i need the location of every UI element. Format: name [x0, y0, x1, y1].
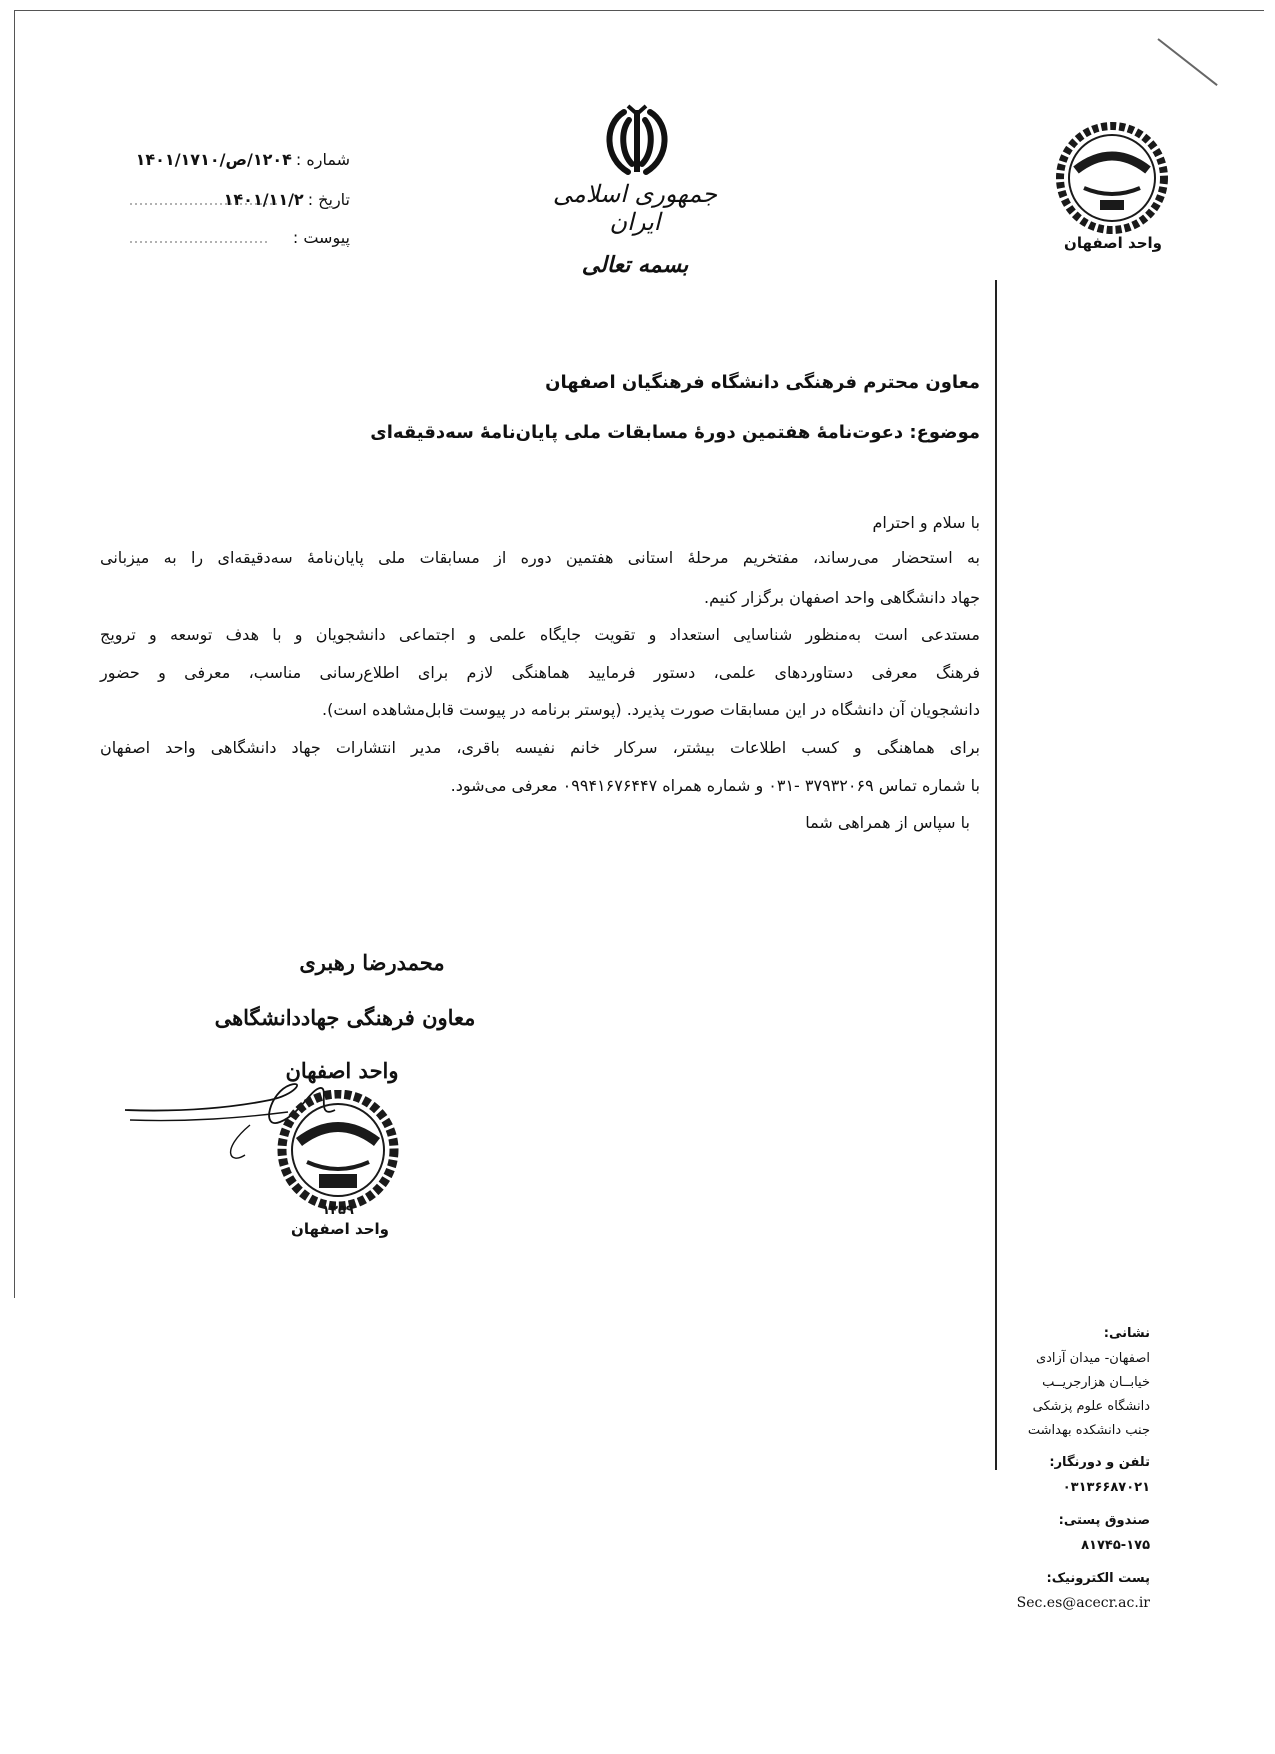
stamp-year: ۱۳۵۹ — [322, 1203, 354, 1218]
letter-number-value: ۱۲۰۴/ص/۱۴۰۱/۱۷۱۰ — [135, 150, 292, 169]
phone-value: ۰۳۱۳۶۶۸۷۰۲۱ — [1062, 1480, 1150, 1495]
signatory-unit: واحد اصفهان — [285, 1058, 399, 1083]
body-line: مستدعی است به‌منظور شناسایی استعداد و تقویت جایگاه علمی و اجتماعی دانشجویان و با هدف توسعه و ترویج — [100, 625, 980, 644]
address-line: خیابــان هزارجریــب — [1042, 1375, 1150, 1390]
pobox-label: صندوق پستی: — [1058, 1513, 1150, 1528]
body-line: با شماره تماس ۳۷۹۳۲۰۶۹ -۰۳۱ و شماره همراه ۰۹۹۴۱۶۷۶۴۴۷ معرفی می‌شود. — [450, 776, 980, 795]
official-stamp-icon — [273, 1090, 403, 1215]
republic-title: جمهوری اسلامی ایران — [552, 180, 718, 236]
pobox-value: ۸۱۷۴۵-۱۷۵ — [1081, 1538, 1150, 1553]
email-label: پست الکترونیک: — [1046, 1571, 1150, 1586]
letter-date-value: ۱۴۰۱/۱۱/۲ — [223, 190, 304, 209]
body-line: با سلام و احترام — [872, 513, 980, 532]
letter-date-label: تاریخ : — [307, 190, 350, 209]
address-line: اصفهان- میدان آزادی — [1035, 1351, 1150, 1366]
jahad-logo-icon — [1050, 120, 1175, 235]
national-emblem-icon — [598, 102, 676, 180]
body-line: دانشجویان آن دانشگاه در این مسابقات صورت پذیرد. (پوستر برنامه در پیوست قابل‌مشاهده است). — [321, 700, 980, 719]
subject: موضوع: دعوت‌نامهٔ هفتمین دورهٔ مسابقات ملی پایان‌نامهٔ سه‌دقیقه‌ای — [370, 422, 980, 443]
address-line: دانشگاه علوم پزشکی — [1032, 1399, 1150, 1414]
signatory-title: معاون فرهنگی جهاددانشگاهی — [214, 1005, 476, 1030]
closing-line: با سپاس از همراهی شما — [805, 813, 970, 832]
basmala: بسمه تعالی — [581, 252, 689, 278]
body-line: جهاد دانشگاهی واحد اصفهان برگزار کنیم. — [704, 588, 980, 607]
page-border-top — [14, 10, 1264, 11]
address-label: نشانی: — [1103, 1326, 1150, 1341]
body-line: به استحضار می‌رساند، مفتخریم مرحلهٔ استانی هفتمین دوره از مسابقات ملی پایان‌نامهٔ سه‌دقیقه‌ای را به میزبانی — [100, 548, 980, 567]
letter-number-label: شماره : — [295, 150, 350, 169]
letter-attachment-label: پیوست : — [292, 228, 350, 247]
margin-rule — [995, 280, 997, 1470]
phone-label: تلفن و دورنگار: — [1049, 1455, 1150, 1470]
reference-dotted-lines — [130, 160, 370, 250]
scan-mark — [1157, 38, 1217, 86]
signatory-name: محمدرضا رهبری — [299, 950, 445, 975]
logo-top-caption: واحد اصفهان — [1064, 234, 1162, 252]
recipient: معاون محترم فرهنگی دانشگاه فرهنگیان اصفهان — [545, 372, 980, 393]
body-line: برای هماهنگی و کسب اطلاعات بیشتر، سرکار خانم نفیسه باقری، مدیر انتشارات جهاد دانشگاهی واحد اصفهان — [100, 738, 980, 757]
email-link[interactable]: Sec.es@acecr.ac.ir — [1016, 1595, 1150, 1611]
address-line: جنب دانشکده بهداشت — [1027, 1423, 1150, 1438]
body-line: فرهنگ معرفی دستاوردهای علمی، دستور فرمایید هماهنگی لازم برای اطلاع‌رسانی مناسب، معرفی و حضور — [100, 663, 980, 682]
stamp-caption: واحد اصفهان — [291, 1220, 389, 1238]
